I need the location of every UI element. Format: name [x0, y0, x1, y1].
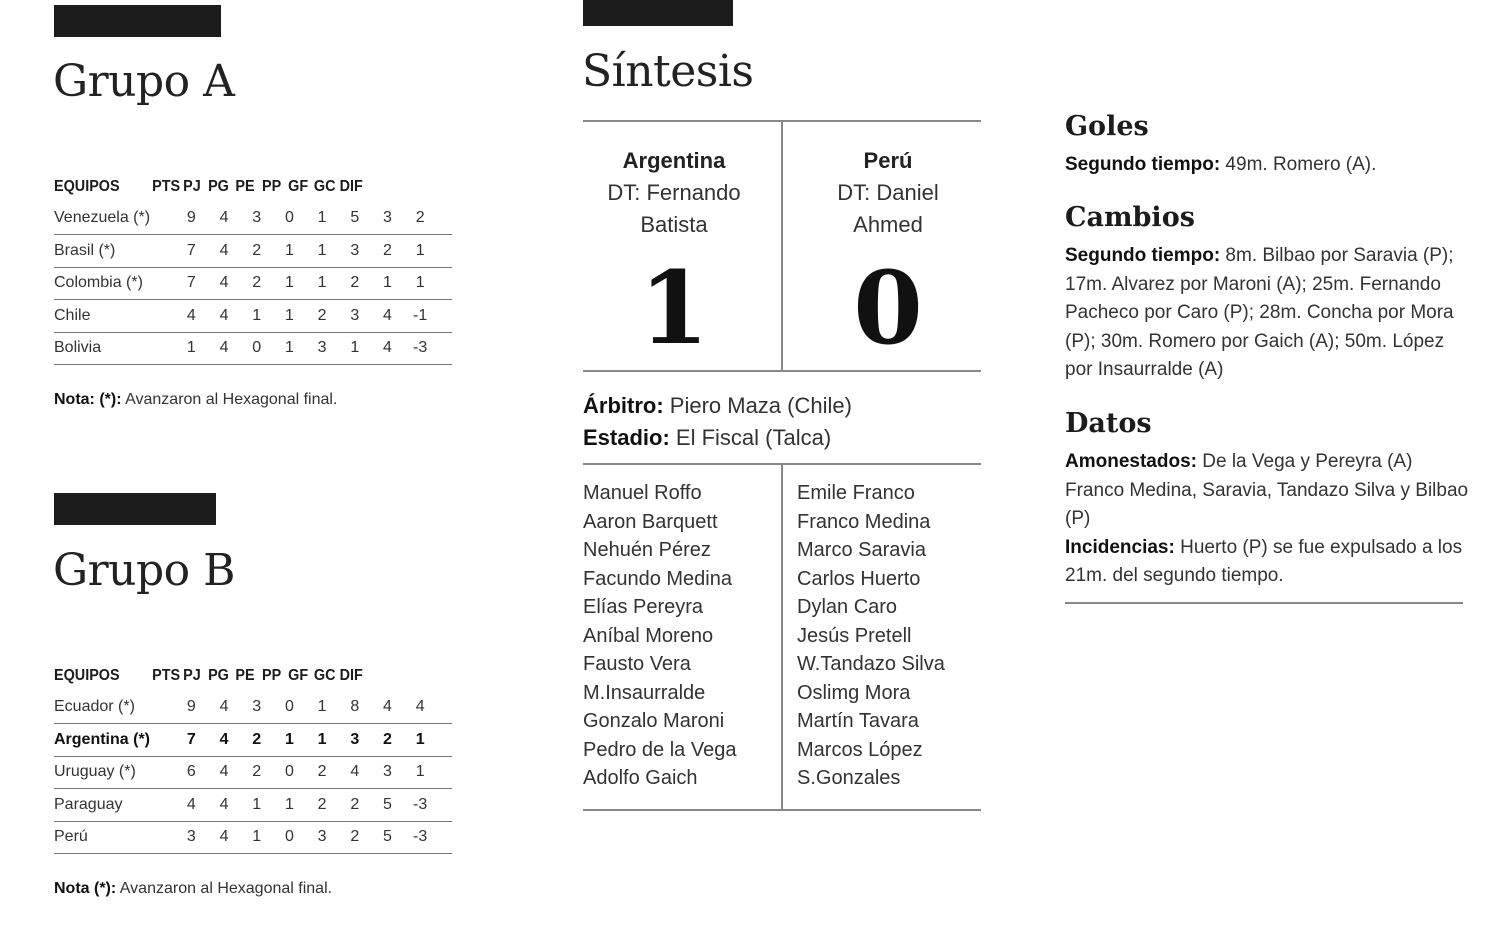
stat-cell: 2: [415, 209, 425, 227]
stat-cell: 4: [219, 698, 229, 716]
cambios-value: 8m. Bilbao por Saravia (P); 17m. Alvarez por Maroni (A); 25m. Fernando Pacheco por Caro (P); 28m. Concha por Mora (P); 30m. Romero por Gaich (A); 50m. López por Insaurralde (A): [1065, 245, 1454, 381]
stat-cell: 3: [383, 209, 392, 227]
cambios-title: Cambios: [1065, 202, 1195, 233]
group-a-header-bar: [54, 5, 221, 37]
stat-cell: 5: [383, 828, 392, 846]
stat-cell: 2: [350, 795, 360, 813]
table-row: [54, 235, 452, 268]
stat-cell: 1: [317, 241, 327, 259]
group-b-note: [54, 880, 332, 898]
stat-cell: 1: [350, 339, 360, 357]
sintesis-header-bar: [583, 0, 733, 26]
group-b-header-bar: [54, 493, 216, 525]
stat-cell: 2: [317, 763, 327, 781]
table-row: [54, 268, 452, 301]
stat-cell: 1: [252, 795, 262, 813]
col-header: EQUIPOS: [54, 177, 120, 195]
divider: [1065, 602, 1463, 604]
col-header: PE: [235, 666, 255, 684]
stat-cell: 1: [284, 241, 294, 259]
stat-cell: 1: [284, 795, 294, 813]
col-header: DIF: [339, 666, 363, 684]
stat-cell: 2: [350, 274, 360, 292]
col-header: PP: [261, 177, 282, 195]
stat-cell: 1: [317, 209, 327, 227]
team-cell: Uruguay (*): [54, 763, 136, 781]
stat-cell: 5: [383, 795, 392, 813]
stat-cell: 2: [383, 241, 392, 259]
datos-title: Datos: [1065, 408, 1152, 439]
player-name: Marco Saravia: [797, 539, 926, 561]
cambios-label: Segundo tiempo:: [1065, 245, 1221, 266]
stat-cell: 4: [219, 795, 229, 813]
stat-cell: 4: [383, 339, 392, 357]
table-header: [54, 171, 452, 203]
stat-cell: 4: [383, 306, 392, 324]
away-score: 0: [853, 249, 923, 367]
stat-cell: 4: [186, 306, 196, 324]
note-text: Avanzaron al Hexagonal final.: [121, 391, 338, 408]
referee-value: Piero Maza (Chile): [663, 393, 852, 418]
goles-text: [1065, 151, 1475, 180]
stat-cell: 0: [284, 828, 294, 846]
stat-cell: 1: [284, 730, 294, 748]
stat-cell: 1: [415, 241, 425, 259]
table-row: [54, 822, 452, 855]
player-name: Elías Pereyra: [583, 596, 704, 618]
col-header: PG: [208, 666, 229, 684]
away-lineup: [797, 479, 945, 793]
team-cell: Perú: [54, 828, 88, 846]
amonestados-value: De la Vega y Pereyra (A) Franco Medina, Saravia, Tandazo Silva y Bilbao (P): [1065, 451, 1469, 530]
home-team-name: Argentina: [622, 148, 726, 173]
team-cell: Brasil (*): [54, 241, 116, 259]
team-cell: Chile: [54, 306, 91, 324]
stat-cell: 4: [219, 730, 229, 748]
player-name: W.Tandazo Silva: [797, 653, 945, 675]
stat-cell: 9: [186, 209, 196, 227]
home-coach-line: DT: Fernando: [607, 180, 741, 205]
away-team-block: [790, 145, 986, 241]
stat-cell: 1: [317, 274, 327, 292]
col-header: GF: [288, 177, 309, 195]
team-cell: Paraguay: [54, 795, 123, 813]
stat-cell: 0: [284, 209, 294, 227]
stat-cell: 3: [252, 209, 262, 227]
home-score: 1: [639, 249, 709, 367]
group-a-note: [54, 391, 337, 409]
player-name: Adolfo Gaich: [583, 767, 698, 789]
stat-cell: 0: [284, 698, 294, 716]
team-cell: Ecuador (*): [54, 698, 135, 716]
datos-text: [1065, 448, 1475, 591]
stat-cell: 1: [317, 698, 327, 716]
stat-cell: -3: [413, 828, 428, 846]
player-name: Carlos Huerto: [797, 567, 921, 590]
goles-title: Goles: [1065, 111, 1149, 142]
col-header: EQUIPOS: [54, 666, 120, 684]
table-row: [54, 789, 452, 822]
player-name: M.Insaurralde: [583, 681, 706, 704]
col-header: PP: [261, 666, 282, 684]
home-team-block: [576, 145, 772, 241]
note-label: Nota (*):: [54, 880, 117, 897]
col-header: GC: [313, 177, 336, 195]
player-name: Dylan Caro: [797, 596, 898, 618]
stat-cell: 3: [317, 828, 327, 846]
stat-cell: 4: [350, 763, 360, 781]
amonestados-label: Amonestados:: [1065, 451, 1197, 472]
group-a-title: Grupo A: [53, 56, 235, 107]
stat-cell: -3: [413, 795, 428, 813]
stat-cell: 6: [186, 763, 196, 781]
incidencias-label: Incidencias:: [1065, 536, 1175, 558]
stat-cell: 3: [350, 241, 360, 259]
col-header: DIF: [339, 177, 363, 195]
sintesis-title: Síntesis: [582, 46, 754, 97]
stat-cell: 4: [186, 795, 196, 813]
table-row: [54, 692, 452, 725]
stat-cell: 5: [350, 209, 360, 227]
stat-cell: 3: [252, 698, 262, 716]
stat-cell: 4: [219, 306, 229, 324]
stat-cell: 4: [219, 274, 229, 292]
stat-cell: 4: [219, 828, 229, 846]
stat-cell: 3: [350, 730, 360, 748]
player-name: Marcos López: [797, 738, 923, 761]
referee-line: [583, 390, 852, 422]
stat-cell: 1: [415, 763, 425, 781]
stat-cell: 8: [350, 698, 360, 716]
stat-cell: 4: [219, 339, 229, 357]
stat-cell: 1: [284, 339, 294, 357]
stadium-label: Estadio:: [583, 425, 670, 450]
stat-cell: 1: [252, 828, 262, 846]
stat-cell: 2: [252, 730, 262, 748]
stadium-value: El Fiscal (Talca): [669, 425, 832, 450]
table-row: [54, 724, 452, 757]
divider: [583, 370, 981, 372]
stat-cell: 0: [284, 763, 294, 781]
stat-cell: 1: [284, 306, 294, 324]
player-name: Pedro de la Vega: [583, 738, 737, 761]
col-header: PTS: [152, 177, 181, 195]
col-header: PJ: [183, 666, 201, 684]
player-name: Facundo Medina: [583, 567, 732, 590]
incidencias-value: Huerto (P) se fue expulsado a los 21m. del segundo tiempo.: [1065, 536, 1463, 587]
group-b-title: Grupo B: [53, 545, 235, 596]
stat-cell: 1: [383, 274, 392, 292]
stat-cell: 3: [350, 306, 360, 324]
goles-label: Segundo tiempo:: [1065, 154, 1221, 175]
divider: [781, 464, 783, 810]
stat-cell: 7: [186, 274, 196, 292]
stat-cell: 3: [383, 763, 392, 781]
col-header: PTS: [152, 666, 181, 684]
player-name: Aníbal Moreno: [583, 624, 714, 647]
stat-cell: 2: [383, 730, 392, 748]
group-a-table: [54, 171, 452, 365]
table-row: [54, 333, 452, 366]
stat-cell: 2: [252, 274, 262, 292]
col-header: GC: [313, 666, 336, 684]
player-name: Gonzalo Maroni: [583, 710, 725, 732]
stat-cell: 2: [317, 795, 327, 813]
team-cell: Bolivia: [54, 339, 102, 357]
goles-value: 49m. Romero (A).: [1220, 154, 1377, 175]
divider: [583, 809, 981, 811]
divider: [781, 121, 783, 371]
player-name: Fausto Vera: [583, 653, 691, 675]
stat-cell: 2: [317, 306, 327, 324]
home-coach-line: Batista: [640, 212, 708, 237]
stat-cell: 4: [415, 698, 425, 716]
stat-cell: 7: [186, 730, 196, 748]
stat-cell: 3: [186, 828, 196, 846]
group-b-table: [54, 660, 452, 854]
stat-cell: 1: [415, 274, 425, 292]
stat-cell: 4: [383, 698, 392, 716]
player-name: Martín Tavara: [797, 710, 919, 732]
player-name: Jesús Pretell: [797, 624, 912, 647]
note-label: Nota: (*):: [54, 391, 122, 408]
away-team-name: Perú: [863, 148, 913, 173]
stat-cell: 4: [219, 763, 229, 781]
stat-cell: 4: [219, 241, 229, 259]
col-header: GF: [288, 666, 309, 684]
note-text: Avanzaron al Hexagonal final.: [116, 880, 333, 897]
stat-cell: 1: [317, 730, 327, 748]
player-name: S.Gonzales: [797, 767, 901, 789]
player-name: Manuel Roffo: [583, 482, 702, 504]
stat-cell: 4: [219, 209, 229, 227]
away-coach-line: Ahmed: [853, 212, 923, 237]
away-coach-line: DT: Daniel: [837, 180, 939, 205]
cambios-text: [1065, 242, 1475, 385]
table-row: [54, 203, 452, 236]
team-cell: Colombia (*): [54, 274, 143, 292]
stadium-line: [583, 422, 831, 454]
stat-cell: 3: [317, 339, 327, 357]
stat-cell: 1: [284, 274, 294, 292]
referee-label: Árbitro:: [583, 393, 664, 418]
col-header: PG: [208, 177, 229, 195]
player-name: Nehuén Pérez: [583, 539, 711, 561]
stat-cell: 1: [415, 730, 425, 748]
stat-cell: 9: [186, 698, 196, 716]
table-header: [54, 660, 452, 692]
stat-cell: -1: [413, 306, 428, 324]
col-header: PE: [235, 177, 255, 195]
stat-cell: 1: [252, 306, 262, 324]
stat-cell: 2: [252, 763, 262, 781]
player-name: Franco Medina: [797, 510, 931, 533]
player-name: Oslimg Mora: [797, 681, 911, 704]
player-name: Emile Franco: [797, 482, 915, 504]
team-cell: Argentina (*): [54, 730, 150, 748]
stat-cell: 0: [252, 339, 262, 357]
table-row: [54, 757, 452, 790]
table-row: [54, 300, 452, 333]
stat-cell: -3: [413, 339, 428, 357]
stat-cell: 2: [252, 241, 262, 259]
col-header: PJ: [183, 177, 201, 195]
stat-cell: 2: [350, 828, 360, 846]
team-cell: Venezuela (*): [54, 209, 151, 227]
player-name: Aaron Barquett: [583, 510, 718, 533]
stat-cell: 1: [186, 339, 196, 357]
stat-cell: 7: [186, 241, 196, 259]
home-lineup: [583, 479, 736, 793]
